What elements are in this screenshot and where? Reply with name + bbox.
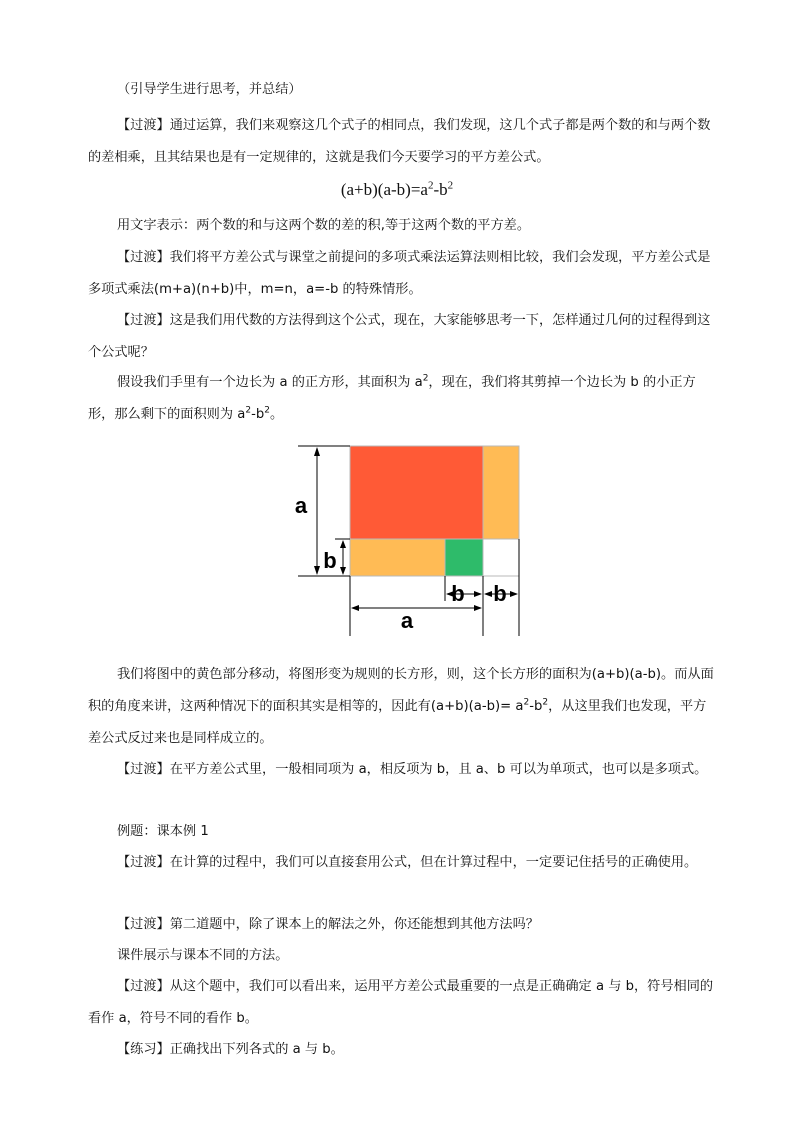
arrowhead: [474, 591, 482, 597]
formula-exponent: 2: [447, 179, 454, 192]
transition-tag: 【过渡】: [117, 313, 170, 328]
paragraph-transition-4: [88, 754, 716, 786]
transition-tag: 【过渡】: [117, 917, 170, 932]
formula-text: -b: [433, 180, 448, 199]
label-a-bottom: a: [400, 608, 414, 633]
cut-square-outline: [483, 539, 519, 576]
paragraph-text: 例题：课本例 1: [117, 824, 209, 839]
paragraph-text: 通过运算，我们来观察这几个式子的相同点，我们发现，这几个式子都是两个数的和与两个数的差相乘，且其结果也是有一定规律的，这就是我们今天要学习的平方差公式。: [88, 118, 711, 165]
paragraph-transition-6: [88, 909, 716, 941]
paragraph-text: 第二道题中，除了课本上的解法之外，你还能想到其他方法吗？: [169, 917, 539, 932]
paragraph-text: 课件展示与课本不同的方法。: [117, 948, 289, 963]
formula-exponent: 2: [427, 179, 434, 192]
arrowhead: [510, 591, 518, 597]
paragraph-transition-3: [88, 305, 716, 369]
paragraph-text: -b: [251, 407, 265, 422]
arrowhead: [314, 566, 320, 575]
arrowhead: [484, 591, 492, 597]
paragraph-example: [88, 816, 716, 848]
paragraph-transition-2: [88, 242, 716, 306]
paragraph-text: -b: [529, 699, 543, 714]
paragraph-text: 我们将平方差公式与课堂之前提问的多项式乘法运算法则相比较，我们会发现，平方差公式是多项式乘法(m+a)(n+b)中，m=n，a=-b 的特殊情形。: [88, 250, 711, 297]
yellow-right-strip: [483, 446, 519, 539]
superscript: 2: [422, 373, 429, 384]
transition-tag: 【过渡】: [117, 762, 170, 777]
paragraph-courseware: [88, 940, 716, 972]
label-b-left: b: [323, 548, 337, 573]
superscript: 2: [542, 697, 549, 708]
superscript: 2: [245, 405, 252, 416]
arrowhead: [351, 605, 359, 611]
paragraph-text: 从这个题中，我们可以看出来，运用平方差公式最重要的一点是正确确定 a 与 b，符号相同的看作 a，符号不同的看作 b。: [88, 979, 714, 1026]
paragraph-transition-1: [88, 110, 716, 174]
paragraph-assume: [88, 367, 716, 431]
transition-tag: 【过渡】: [117, 979, 170, 994]
practice-tag: 【练习】: [117, 1042, 170, 1057]
label-b-bottom-right: b: [493, 581, 507, 606]
arrowhead: [340, 567, 346, 575]
paragraph-text: ，现在，我们将其剪掉一个边长为 b 的小正方形，那么剩下的面积则为 a: [88, 375, 696, 422]
transition-tag: 【过渡】: [117, 855, 170, 870]
arrowhead: [474, 605, 482, 611]
red-region: [350, 446, 483, 539]
yellow-bottom-strip: [350, 539, 445, 576]
paragraph-practice: [88, 1034, 716, 1066]
paragraph-text: 正确找出下列各式的 a 与 b。: [169, 1042, 344, 1057]
paragraph-guide: [88, 74, 716, 106]
formula-text: (a+b)(a-b)=a: [340, 180, 428, 199]
superscript: 2: [523, 697, 530, 708]
paragraph-text: ，从这里我们也发现，平方差公式反过来也是同样成立的。: [88, 699, 707, 746]
transition-tag: 【过渡】: [117, 118, 170, 133]
green-small-square: [445, 539, 483, 576]
paragraph-text: 这是我们用代数的方法得到这个公式，现在，大家能够思考一下，怎样通过几何的过程得到这个公式呢？: [88, 313, 711, 360]
paragraph-text: 。: [269, 407, 284, 422]
paragraph-text: 在计算的过程中，我们可以直接套用公式，但在计算过程中，一定要记住括号的正确使用。: [169, 855, 698, 870]
label-a-left: a: [294, 493, 308, 518]
label-b-bottom-mid: b: [451, 581, 465, 606]
paragraph-text-form: [88, 210, 716, 242]
paragraph-text: （引导学生进行思考，并总结）: [117, 82, 302, 97]
paragraph-transition-7: [88, 971, 716, 1035]
paragraph-text: 我们将图中的黄色部分移动，将图形变为规则的长方形，则，这个长方形的面积为(a+b)(a-b)。而从面积的角度来讲，这两种情况下的面积其实是相等的，因此有(a+b)(a-b)= a: [88, 667, 714, 714]
arrowhead: [340, 540, 346, 548]
transition-tag: 【过渡】: [117, 250, 170, 265]
paragraph-text: 在平方差公式里，一般相同项为 a，相反项为 b，且 a、b 可以为单项式，也可以是多项式。: [169, 762, 708, 777]
superscript: 2: [264, 405, 270, 416]
paragraph-move-yellow: [88, 659, 716, 755]
arrowhead: [314, 447, 320, 456]
paragraph-text: 假设我们手里有一个边长为 a 的正方形，其面积为 a: [117, 375, 423, 390]
geometry-figure: [280, 436, 540, 646]
formula: [0, 174, 794, 206]
paragraph-transition-5: [88, 847, 716, 879]
paragraph-text: 用文字表示：两个数的和与这两个数的差的积,等于这两个数的平方差。: [117, 218, 531, 233]
